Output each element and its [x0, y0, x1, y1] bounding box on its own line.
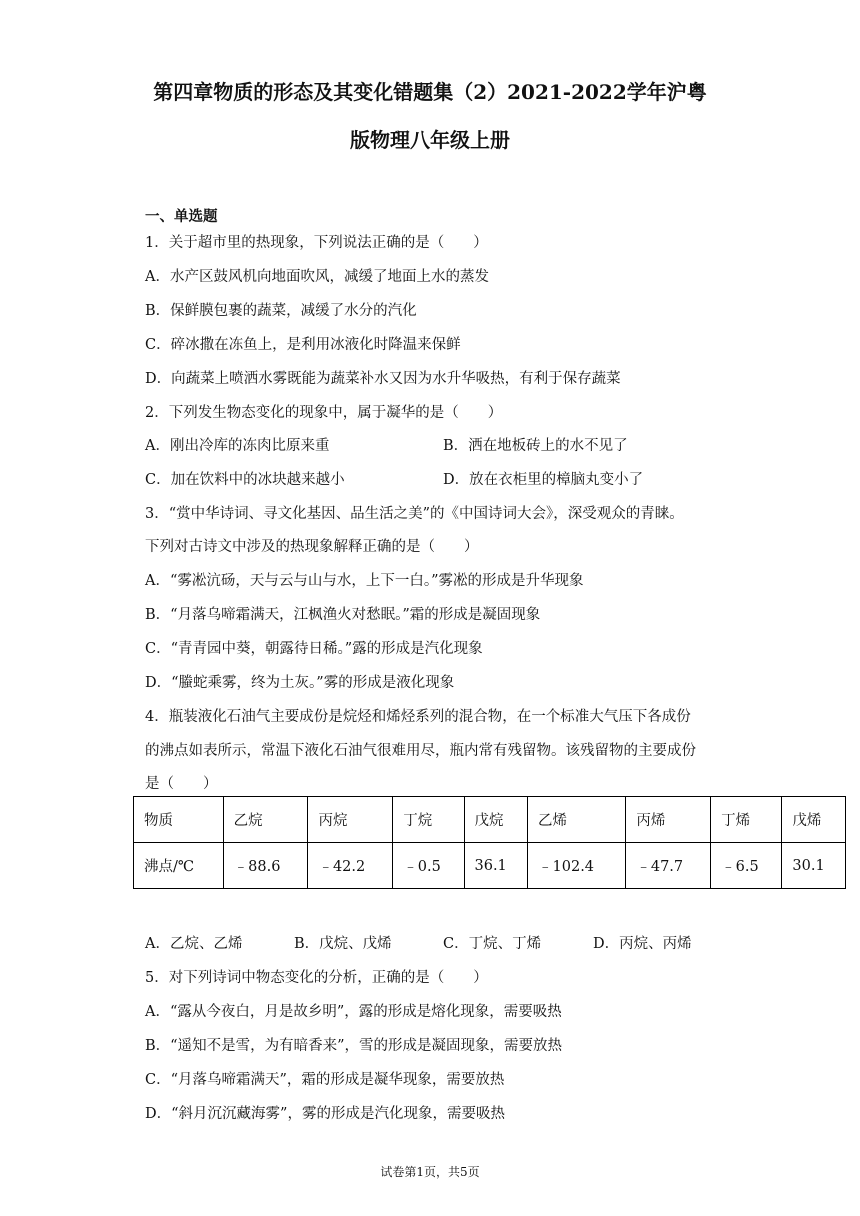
question-1-option-c: C．碎冰撒在冻鱼上，是利用冰液化时降温来保鲜 [145, 337, 461, 353]
table-cell: 沸点/℃ [134, 843, 224, 889]
table-cell: 丙烷 [308, 797, 393, 843]
table-cell: ﹣6.5 [711, 843, 782, 889]
question-4-option-c: C．丁烷、丁烯 [443, 936, 542, 952]
table-cell: ﹣42.2 [308, 843, 393, 889]
question-5-option-d: D．“斜月沉沉藏海雾”，雾的形成是汽化现象，需要吸热 [145, 1106, 505, 1122]
question-3-stem-line1: 3．“赏中华诗词、寻文化基因、品生活之美”的《中国诗词大会》，深受观众的青睐。 [145, 506, 684, 522]
table-cell: 乙烯 [528, 797, 626, 843]
question-5-option-c: C．“月落乌啼霜满天”，霜的形成是凝华现象，需要放热 [145, 1072, 505, 1088]
question-2-option-c: C．加在饮料中的冰块越来越小 [145, 472, 345, 488]
question-2-option-b: B．洒在地板砖上的水不见了 [443, 438, 628, 454]
table-cell: 丙烯 [626, 797, 711, 843]
question-5-option-b: B．“遥知不是雪，为有暗香来”，雪的形成是凝固现象，需要放热 [145, 1038, 562, 1054]
table-cell: ﹣102.4 [528, 843, 626, 889]
question-4-stem-line3: 是（ ） [145, 776, 218, 792]
question-2-stem: 2．下列发生物态变化的现象中，属于凝华的是（ ） [145, 405, 503, 421]
question-4-option-a: A．乙烷、乙烯 [145, 936, 243, 952]
table-cell: 戊烯 [782, 797, 846, 843]
table-cell: 丁烯 [711, 797, 782, 843]
boiling-point-table [133, 796, 846, 889]
question-4-stem-line1: 4．瓶装液化石油气主要成份是烷烃和烯烃系列的混合物，在一个标准大气压下各成份 [145, 709, 691, 725]
question-5-option-a: A．“露从今夜白，月是故乡明”，露的形成是熔化现象，需要吸热 [145, 1004, 562, 1020]
question-3-option-b: B．“月落乌啼霜满天，江枫渔火对愁眠。”霜的形成是凝固现象 [145, 607, 541, 623]
question-4-option-d: D．丙烷、丙烯 [593, 936, 692, 952]
table-row [134, 797, 846, 843]
question-3-option-a: A．“雾凇沆砀，天与云与山与水，上下一白。”雾凇的形成是升华现象 [145, 573, 584, 589]
question-3-stem-line2: 下列对古诗文中涉及的热现象解释正确的是（ ） [145, 539, 479, 555]
question-1-option-d: D．向蔬菜上喷洒水雾既能为蔬菜补水又因为水升华吸热，有利于保存蔬菜 [145, 371, 621, 387]
page-title-line1: 第四章物质的形态及其变化错题集（2）2021-2022学年沪粤 [153, 80, 707, 104]
table-cell: 物质 [134, 797, 224, 843]
question-3-option-c: C．“青青园中葵，朝露待日稀。”露的形成是汽化现象 [145, 641, 483, 657]
question-1-stem: 1．关于超市里的热现象，下列说法正确的是（ ） [145, 235, 488, 251]
table-cell: ﹣0.5 [393, 843, 464, 889]
table-cell: 36.1 [464, 843, 528, 889]
question-5-stem: 5．对下列诗词中物态变化的分析，正确的是（ ） [145, 970, 488, 986]
table-cell: 丁烷 [393, 797, 464, 843]
table-cell: ﹣88.6 [223, 843, 308, 889]
table-cell: ﹣47.7 [626, 843, 711, 889]
table-cell: 乙烷 [223, 797, 308, 843]
section-heading: 一、单选题 [145, 208, 218, 225]
question-1-option-a: A．水产区鼓风机向地面吹风，减缓了地面上水的蒸发 [145, 269, 489, 285]
page-footer: 试卷第1页，共5页 [380, 1165, 480, 1179]
question-1-option-b: B．保鲜膜包裹的蔬菜，减缓了水分的汽化 [145, 303, 417, 319]
table-cell: 30.1 [782, 843, 846, 889]
question-4-option-b: B．戊烷、戊烯 [294, 936, 392, 952]
table-cell: 戊烷 [464, 797, 528, 843]
question-2-option-d: D．放在衣柜里的樟脑丸变小了 [443, 472, 644, 488]
table-row [134, 843, 846, 889]
question-4-stem-line2: 的沸点如表所示，常温下液化石油气很难用尽，瓶内常有残留物。该残留物的主要成份 [145, 743, 696, 759]
question-2-option-a: A．刚出冷库的冻肉比原来重 [145, 438, 330, 454]
question-3-option-d: D．“螣蛇乘雾，终为土灰。”雾的形成是液化现象 [145, 675, 455, 691]
page-title-line2: 版物理八年级上册 [350, 128, 510, 152]
